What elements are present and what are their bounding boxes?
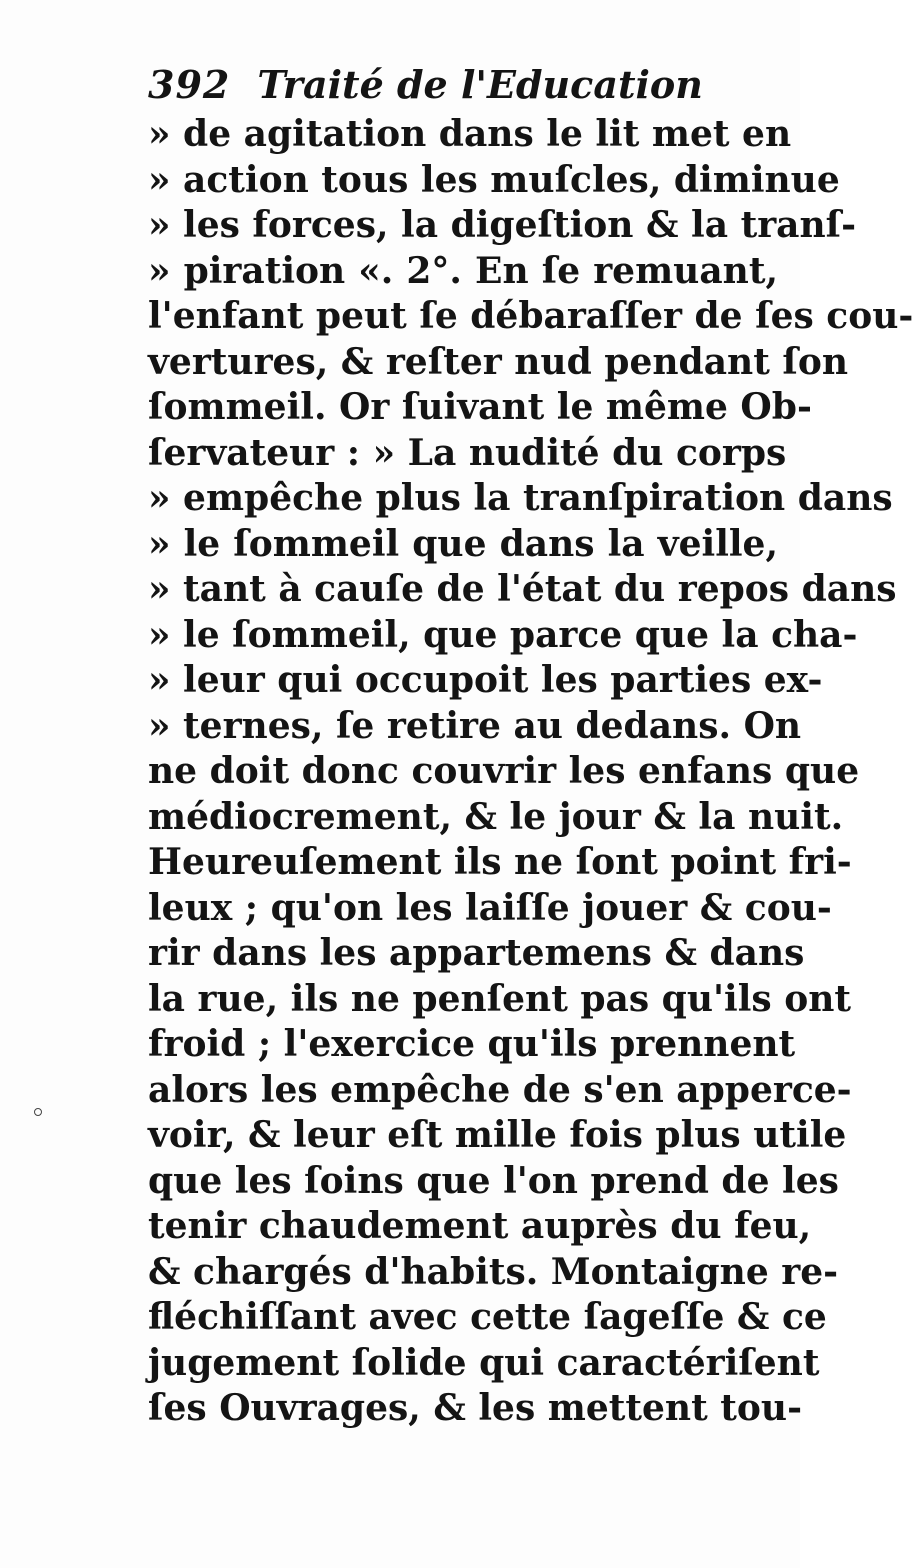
text-line: ſes Ouvrages, & les mettent tou-: [148, 1387, 803, 1429]
text-line: vertures, & reſter nud pendant ſon: [148, 340, 849, 383]
text-line: » piration «. 2°. En ſe remuant,: [148, 249, 778, 292]
text-line: alors les empêche de s'en apperce-: [148, 1068, 852, 1111]
text-line: rir dans les appartemens & dans: [148, 932, 805, 974]
margin-speck: [34, 1108, 42, 1116]
text-line: » les forces, la digeſtion & la tranſ-: [148, 204, 857, 246]
page-header: [148, 62, 748, 112]
text-line: » tant à cauſe de l'état du repos dans: [148, 568, 897, 610]
text-line: » ternes, ſe retire au dedans. On: [148, 704, 802, 747]
text-line: ſommeil. Or ſuivant le même Ob-: [148, 386, 812, 428]
text-line: leux ; qu'on les laiſſe jouer & cou-: [148, 886, 832, 929]
text-line: la rue, ils ne penſent pas qu'ils ont: [148, 977, 852, 1020]
text-line: » le ſommeil que dans la veille,: [148, 522, 778, 565]
text-line: ſervateur : » La nudité du corps: [148, 431, 787, 474]
text-line: » le ſommeil, que parce que la cha-: [148, 613, 858, 656]
page-body-text: [148, 112, 913, 1432]
text-line: que les ſoins que l'on prend de les: [148, 1159, 839, 1202]
text-line: Heureuſement ils ne ſont point fri-: [148, 841, 852, 883]
page-number: 392: [148, 62, 231, 107]
text-line: » leur qui occupoit les parties ex-: [148, 659, 823, 701]
text-line: » empêche plus la tranſpiration dans: [148, 477, 893, 519]
text-line: » de agitation dans le lit met en: [148, 113, 792, 155]
text-line: médiocrement, & le jour & la nuit.: [148, 795, 844, 838]
text-line: & chargés d'habits. Montaigne re-: [148, 1250, 839, 1293]
text-line: » action tous les muſcles, diminue: [148, 158, 840, 201]
text-line: l'enfant peut ſe débaraſſer de ſes cou-: [148, 295, 913, 337]
text-line: voir, & leur eſt mille fois plus utile: [148, 1114, 847, 1156]
text-line: fléchiſſant avec cette ſageſſe & ce: [148, 1296, 827, 1338]
running-title: Traité de l'Education: [257, 62, 703, 107]
text-line: jugement ſolide qui caractériſent: [148, 1341, 820, 1384]
text-line: tenir chaudement auprès du feu,: [148, 1205, 812, 1247]
text-line: froid ; l'exercice qu'ils prennent: [148, 1023, 796, 1065]
text-line: ne doit donc couvrir les enfans que: [148, 750, 860, 792]
